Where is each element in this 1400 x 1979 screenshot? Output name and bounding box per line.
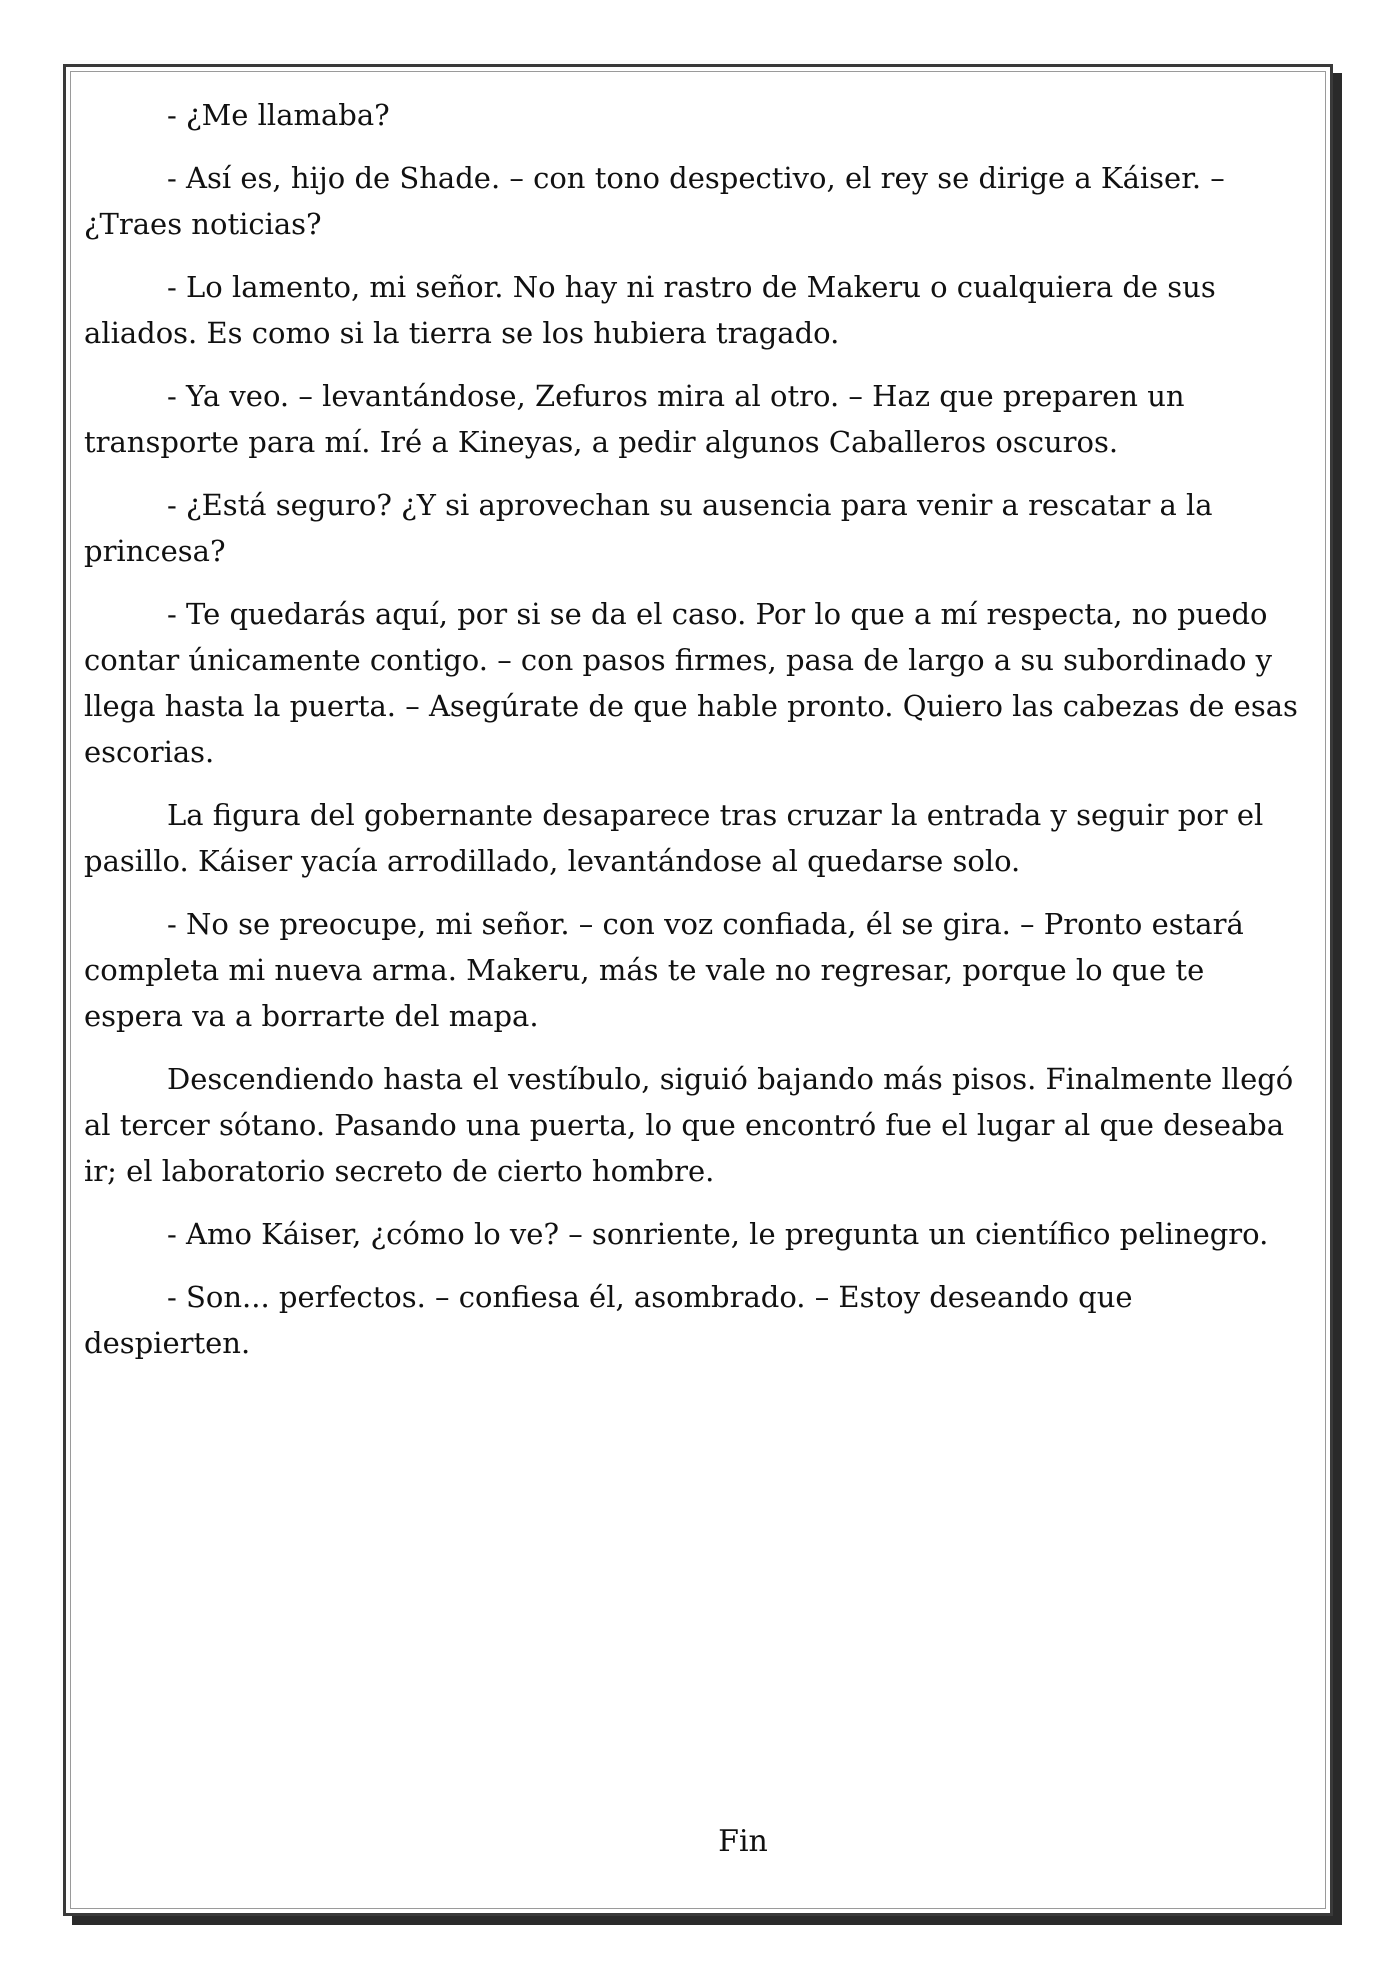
paragraph-8: - No se preocupe, mi señor. – con voz confiada, él se gira. – Pronto estará completa mi nueva arma. Makeru, más te vale no regresar, porque lo que te espera va a borrarte del mapa. [84, 907, 1244, 1033]
paragraph-6: - Te quedarás aquí, por si se da el caso. Por lo que a mí respecta, no puedo contar únicamente contigo. – con pasos firmes, pasa de largo a su subordinado y llega hasta la puerta. – Asegúrate de que hable pronto. Quiero las cabezas de esas escorias. [84, 597, 1298, 769]
paragraph-7: La figura del gobernante desaparece tras cruzar la entrada y seguir por el pasillo. Káiser yacía arrodillado, levantándose al quedarse solo. [84, 798, 1264, 878]
end-mark [0, 1824, 1400, 1859]
paragraph-9: Descendiendo hasta el vestíbulo, siguió bajando más pisos. Finalmente llegó al tercer sótano. Pasando una puerta, lo que encontró fue el lugar al que deseaba ir; el laboratorio secreto de cierto hombre. [84, 1062, 1294, 1188]
paragraph-2: - Así es, hijo de Shade. – con tono despectivo, el rey se dirige a Káiser. – ¿Traes noticias? [84, 161, 1225, 241]
paragraph-1: - ¿Me llamaba? [167, 98, 390, 132]
paragraph-3: - Lo lamento, mi señor. No hay ni rastro de Makeru o cualquiera de sus aliados. Es como si la tierra se los hubiera tragado. [84, 270, 1216, 350]
paragraph-4: - Ya veo. – levantándose, Zefuros mira al otro. – Haz que preparen un transporte para mí. Iré a Kineyas, a pedir algunos Caballeros oscuros. [84, 379, 1185, 459]
paragraph-5: - ¿Está seguro? ¿Y si aprovechan su ausencia para venir a rescatar a la princesa? [84, 488, 1213, 568]
paragraph-11: - Son... perfectos. – confiesa él, asombrado. – Estoy deseando que despierten. [84, 1280, 1133, 1360]
end-text: Fin [718, 1824, 768, 1859]
paragraph-10: - Amo Káiser, ¿cómo lo ve? – sonriente, le pregunta un científico pelinegro. [167, 1217, 1269, 1251]
story-text [84, 92, 1304, 1383]
